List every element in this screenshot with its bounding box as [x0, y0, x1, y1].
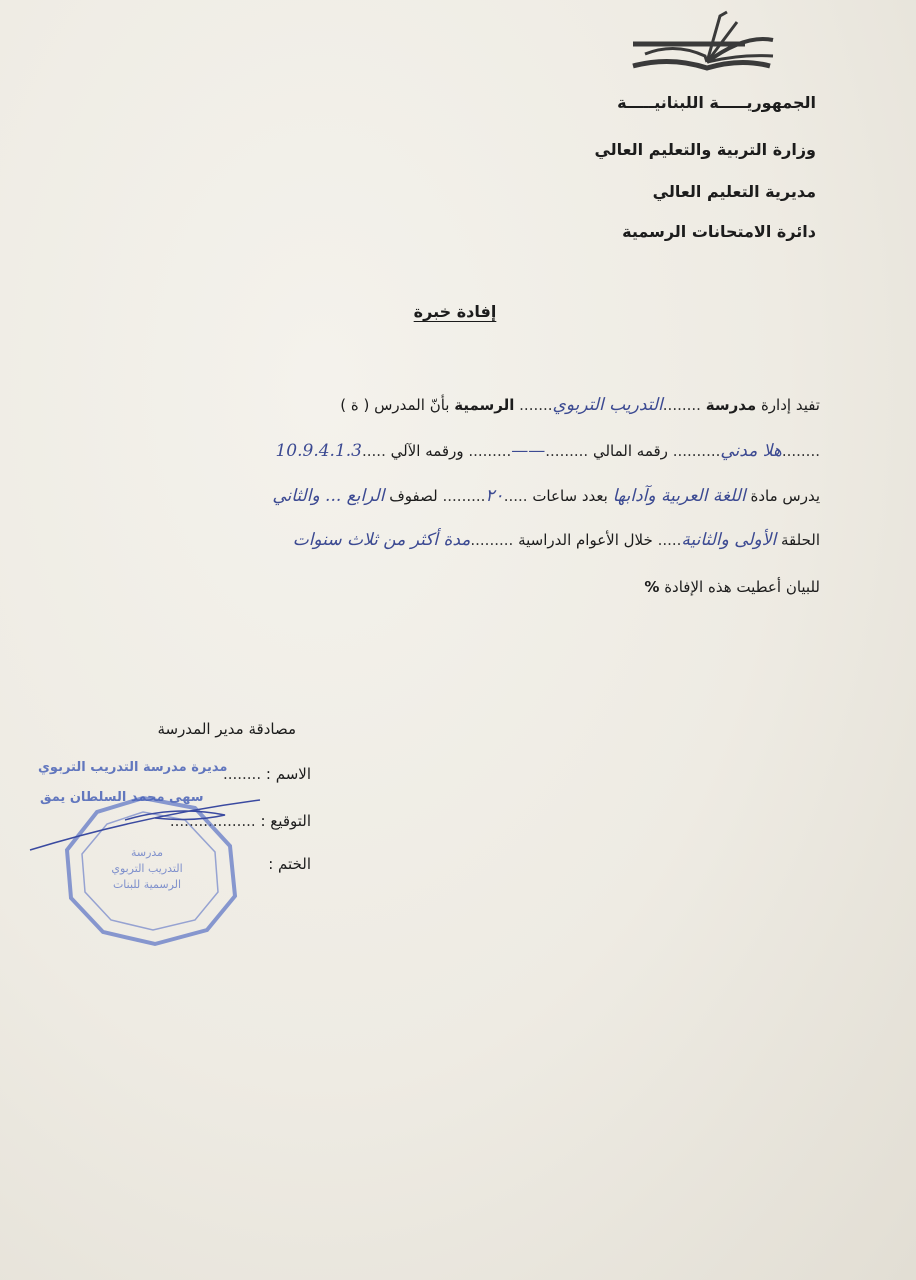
- seal-label: الختم :: [268, 855, 311, 873]
- line2-dots-1: ........: [781, 442, 820, 460]
- line2-dots-5: .....: [362, 442, 386, 460]
- body-line-2: [275, 441, 820, 461]
- body-line-4: [293, 530, 820, 550]
- school-label: مدرسة: [705, 396, 757, 414]
- stamp-director-title: مديرة مدرسة التدريب التربوي: [38, 760, 228, 775]
- closing-suffix: %: [644, 578, 660, 596]
- line2-dots-2: ..........: [672, 442, 721, 460]
- header-directorate: مديرية التعليم العالي: [652, 182, 816, 201]
- svg-text:التدريب التربوي: التدريب التربوي: [111, 862, 183, 875]
- line2-dots-3: .........: [545, 442, 589, 460]
- subject-value: اللغة العربية وآدابها: [612, 486, 746, 506]
- subject-label: يدرس مادة: [750, 487, 820, 505]
- line3-dots-1: .....: [503, 487, 528, 505]
- computer-number-value: 10.9.4.1.3: [275, 441, 362, 461]
- hours-label: بعدد ساعات: [532, 487, 608, 505]
- closing-statement: [644, 578, 820, 596]
- svg-text:مدرسة: مدرسة: [130, 846, 164, 859]
- closing-text: للبيان أعطيت هذه الإفادة: [664, 578, 820, 596]
- financial-number-label: رقمه المالي: [592, 442, 668, 460]
- cycle-value: الأولى والثانية: [681, 530, 777, 550]
- line2-dots-4: .........: [468, 442, 512, 460]
- open-book-logo: [625, 4, 775, 82]
- approval-title: مصادقة مدير المدرسة: [157, 720, 296, 738]
- line1-suffix: بأنّ المدرس ( ة ): [340, 396, 450, 414]
- hours-value: ٢٠: [485, 486, 504, 506]
- line4-dots-2: .........: [470, 531, 514, 549]
- computer-number-label: ورقمه الآلي: [390, 442, 464, 460]
- line1-dots-1: ........: [662, 396, 701, 414]
- header-country: الجمهوريـــــة اللبنانيـــــة: [617, 93, 816, 112]
- header-ministry: وزارة التربية والتعليم العالي: [594, 140, 816, 159]
- line3-dots-2: .........: [442, 487, 486, 505]
- seal-field: [268, 855, 311, 873]
- years-label: خلال الأعوام الدراسية: [518, 531, 653, 549]
- line1-dots-2: .......: [519, 396, 553, 414]
- years-value: مدة أكثر من ثلاث سنوات: [292, 530, 471, 550]
- signature-dots: ..................: [169, 812, 256, 830]
- line4-dots-1: .....: [657, 531, 682, 549]
- teacher-name: هلا مدني: [720, 441, 782, 461]
- signature-label: التوقيع :: [260, 812, 311, 830]
- stamp-director-name: سهى محمد السلطان يمق: [40, 790, 204, 805]
- name-label: الاسم :: [265, 765, 311, 783]
- name-dots: ........: [222, 765, 262, 783]
- financial-number-value: ——: [511, 441, 546, 461]
- header-department: دائرة الامتحانات الرسمية: [622, 222, 816, 241]
- grades-label: لصفوف: [389, 487, 438, 505]
- body-line-3: [272, 486, 820, 506]
- svg-text:الرسمية للبنات: الرسمية للبنات: [112, 878, 182, 891]
- document-title: إفادة خبرة: [413, 302, 497, 321]
- body-line-1: [340, 395, 820, 415]
- official-label: الرسمية: [454, 396, 515, 414]
- line1-prefix: تفيد إدارة: [760, 396, 820, 414]
- grades-value: الرابع ... والثاني: [272, 486, 385, 506]
- school-name: التدريب التربوي: [552, 395, 663, 415]
- cycle-label: الحلقة: [780, 531, 820, 549]
